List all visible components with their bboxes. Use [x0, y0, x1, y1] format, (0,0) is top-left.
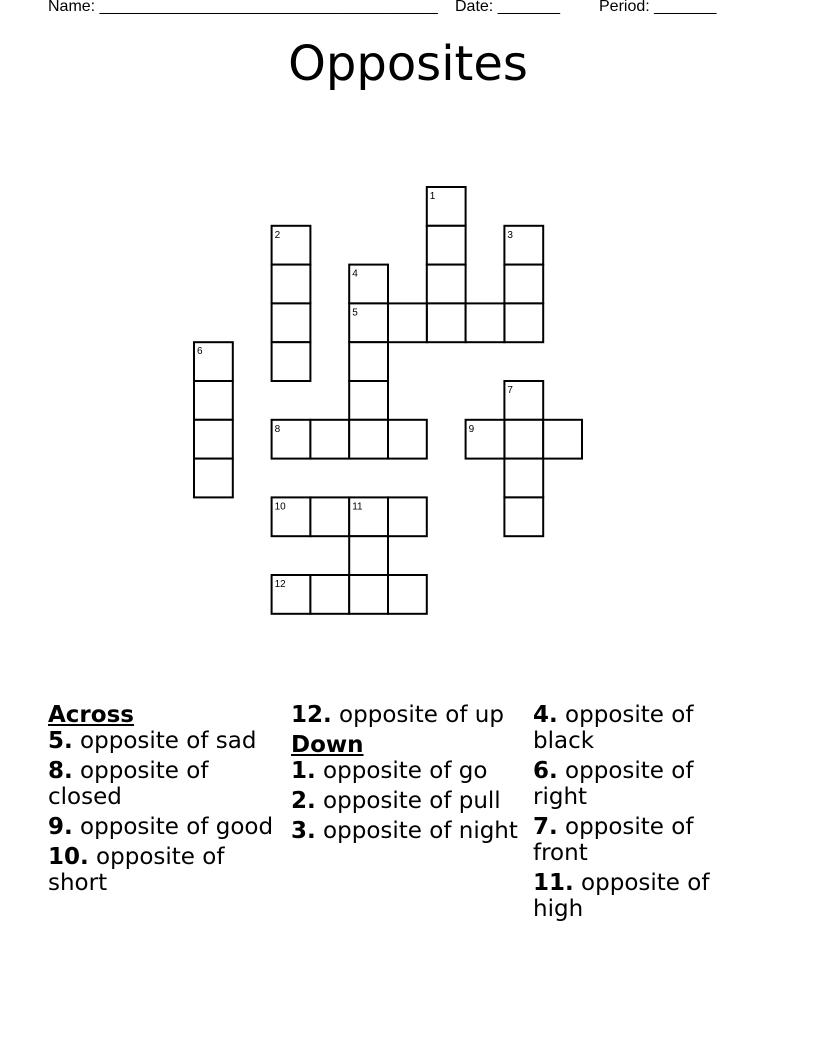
clue-number: 1. — [291, 758, 316, 784]
clue-text: opposite of short — [48, 844, 225, 896]
grid-cell[interactable] — [504, 420, 543, 459]
cell-number: 1 — [429, 191, 436, 202]
grid-cell[interactable] — [504, 381, 543, 420]
cell-number: 2 — [274, 229, 281, 241]
clue-across-8 — [48, 758, 278, 810]
clue-text: opposite of closed — [48, 758, 209, 810]
clue-number: 2. — [291, 788, 316, 814]
grid-cell[interactable] — [427, 265, 466, 304]
clue-across-12 — [291, 702, 526, 728]
clue-number: 4. — [533, 702, 558, 728]
grid-cell[interactable] — [310, 497, 349, 536]
clue-number: 7. — [533, 814, 558, 840]
grid-cell[interactable] — [388, 497, 427, 536]
grid-cell[interactable] — [272, 342, 311, 381]
clue-number: 6. — [533, 758, 558, 784]
grid-cell[interactable] — [349, 536, 388, 575]
grid-cell[interactable] — [504, 265, 543, 304]
cell-number: 4 — [352, 268, 358, 280]
grid-cell[interactable] — [349, 381, 388, 420]
clue-across-10 — [48, 844, 278, 896]
clues-column-2 — [291, 702, 526, 848]
cell-number: 8 — [274, 423, 281, 435]
clue-number: 12. — [291, 702, 332, 728]
grid-cell[interactable] — [272, 575, 311, 614]
clue-across-5 — [48, 728, 278, 754]
clue-down-4 — [533, 702, 733, 754]
grid-cell[interactable] — [272, 265, 311, 304]
clue-number: 5. — [48, 728, 73, 754]
grid-cell[interactable] — [349, 265, 388, 304]
clues-column-3 — [533, 702, 733, 926]
cell-number: 3 — [507, 229, 513, 241]
grid-cell[interactable] — [194, 381, 233, 420]
cell-number: 7 — [507, 385, 513, 396]
clue-text: opposite of pull — [315, 788, 501, 814]
grid-cell[interactable] — [349, 342, 388, 381]
clue-number: 3. — [291, 818, 316, 844]
clues-column-1 — [48, 702, 278, 900]
grid-cell[interactable] — [504, 459, 543, 498]
clue-number: 10. — [48, 844, 89, 870]
grid-cell[interactable] — [427, 187, 466, 226]
grid-cell[interactable] — [388, 420, 427, 459]
grid-cell[interactable] — [272, 226, 311, 265]
cell-number: 10 — [274, 501, 286, 513]
clue-down-3 — [291, 818, 526, 844]
grid-cell[interactable] — [349, 575, 388, 614]
name-field[interactable]: Name: ______________________________________ — [48, 0, 438, 15]
clue-text: opposite of black — [533, 702, 694, 754]
across-heading: Across — [48, 702, 134, 728]
grid-cell[interactable] — [194, 420, 233, 459]
grid-cell[interactable] — [504, 303, 543, 342]
clue-across-9 — [48, 814, 278, 840]
grid-cell[interactable] — [466, 420, 505, 459]
date-field[interactable]: Date: _______ — [455, 0, 560, 15]
page-title: Opposites — [288, 36, 528, 92]
grid-cell[interactable] — [466, 303, 505, 342]
grid-cell[interactable] — [310, 420, 349, 459]
clue-text: opposite of up — [331, 702, 504, 728]
down-heading: Down — [291, 732, 364, 758]
clue-text: opposite of high — [533, 870, 710, 922]
grid-cell[interactable] — [310, 575, 349, 614]
clue-down-1 — [291, 758, 526, 784]
clue-down-11 — [533, 870, 733, 922]
grid-cell[interactable] — [349, 497, 388, 536]
cell-number: 11 — [352, 501, 363, 513]
clue-text: opposite of good — [72, 814, 274, 840]
grid-cell[interactable] — [349, 420, 388, 459]
grid-cell[interactable] — [272, 303, 311, 342]
grid-cell[interactable] — [388, 303, 427, 342]
clue-number: 9. — [48, 814, 73, 840]
grid-cell[interactable] — [427, 303, 466, 342]
grid-cell[interactable] — [194, 342, 233, 381]
clue-down-2 — [291, 788, 526, 814]
clue-text: opposite of go — [315, 758, 488, 784]
cell-number: 9 — [468, 423, 475, 435]
cell-number: 5 — [352, 307, 358, 319]
period-field[interactable]: Period: _______ — [599, 0, 717, 15]
grid-cell[interactable] — [388, 575, 427, 614]
clue-number: 11. — [533, 870, 574, 896]
clue-text: opposite of right — [533, 758, 694, 810]
grid-cell[interactable] — [504, 226, 543, 265]
clue-down-6 — [533, 758, 733, 810]
clue-number: 8. — [48, 758, 73, 784]
grid-cell[interactable] — [427, 226, 466, 265]
cell-number: 6 — [197, 346, 203, 358]
grid-cell[interactable] — [349, 303, 388, 342]
grid-cell[interactable] — [504, 497, 543, 536]
clue-text: opposite of sad — [72, 728, 257, 754]
grid-cell[interactable] — [194, 459, 233, 498]
grid-cell[interactable] — [543, 420, 582, 459]
clue-text: opposite of front — [533, 814, 694, 866]
grid-cell[interactable] — [272, 497, 311, 536]
cell-number: 12 — [274, 579, 286, 590]
clue-text: opposite of night — [315, 818, 518, 844]
grid-cell[interactable] — [272, 420, 311, 459]
clue-down-7 — [533, 814, 733, 866]
